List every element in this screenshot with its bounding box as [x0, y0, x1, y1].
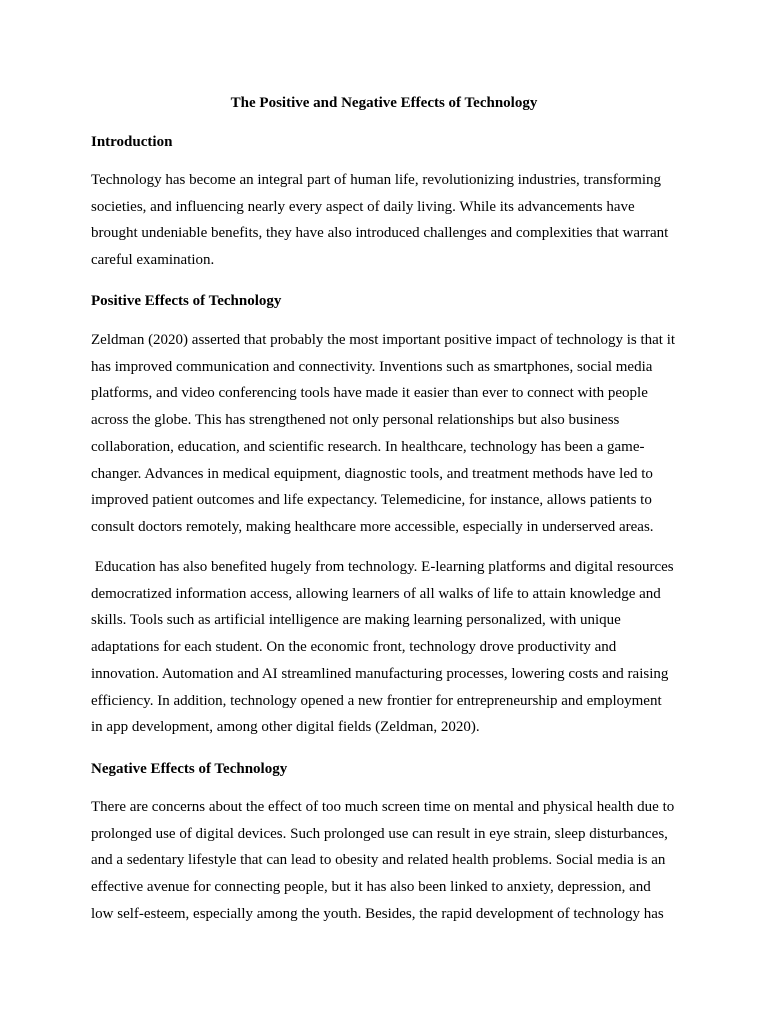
paragraph-line: Technology has become an integral part of human life, revolutionizing industries, transforming	[91, 172, 662, 188]
paragraph-line: has improved communication and connectivity. Inventions such as smartphones, social media	[91, 358, 653, 375]
paragraph-line: societies, and influencing nearly every aspect of daily living. While its advancements have	[91, 198, 635, 215]
paragraph-line: democratized information access, allowing learners of all walks of life to attain knowledge and	[91, 585, 661, 602]
paragraph-line: and a sedentary lifestyle that can lead to obesity and related health problems. Social media is an	[91, 852, 666, 869]
paragraph-line: effective avenue for connecting people, but it has also been linked to anxiety, depression, and	[91, 879, 651, 896]
paragraph-line: platforms, and video conferencing tools have made it easier than ever to connect with people	[91, 385, 648, 402]
paragraph-line: adaptations for each student. On the economic front, technology drove productivity and	[91, 639, 617, 656]
paragraph-line: in app development, among other digital fields (Zeldman, 2020).	[91, 719, 480, 736]
paragraph-line: skills. Tools such as artificial intelligence are making learning personalized, with unique	[91, 612, 621, 629]
section-heading-negative-effects: Negative Effects of Technology	[91, 761, 288, 777]
paragraph-line: Education has also benefited hugely from technology. E-learning platforms and digital resources	[91, 559, 674, 575]
paragraph-line: changer. Advances in medical equipment, diagnostic tools, and treatment methods have led to	[91, 465, 653, 482]
paragraph-positive-effects-2	[91, 554, 683, 741]
paragraph-line: innovation. Automation and AI streamlined manufacturing processes, lowering costs and raising	[91, 665, 669, 682]
paragraph-line: careful examination.	[91, 252, 215, 269]
paragraph-line: across the globe. This has strengthened not only personal relationships but also business	[91, 412, 620, 429]
document-title: The Positive and Negative Effects of Technology	[230, 95, 538, 111]
paragraph-positive-effects-1	[91, 327, 683, 541]
paragraph-negative-effects	[91, 794, 683, 928]
paragraph-line: consult doctors remotely, making healthcare more accessible, especially in underserved areas.	[91, 518, 654, 535]
paragraph-line: There are concerns about the effect of too much screen time on mental and physical health due to	[91, 799, 675, 815]
paragraph-line: low self-esteem, especially among the youth. Besides, the rapid development of technology has	[91, 905, 664, 922]
paragraph-line: efficiency. In addition, technology opened a new frontier for entrepreneurship and employment	[91, 692, 662, 709]
section-heading-positive-effects: Positive Effects of Technology	[91, 293, 282, 309]
section-heading-introduction: Introduction	[91, 134, 173, 150]
paragraph-line: prolonged use of digital devices. Such prolonged use can result in eye strain, sleep disturbances,	[91, 825, 668, 842]
paragraph-line: improved patient outcomes and life expectancy. Telemedicine, for instance, allows patients to	[91, 492, 652, 509]
paragraph-introduction	[91, 167, 683, 274]
paragraph-line: brought undeniable benefits, they have also introduced challenges and complexities that warrant	[91, 225, 669, 242]
paragraph-line: collaboration, education, and scientific research. In healthcare, technology has been a game-	[91, 438, 645, 455]
paragraph-line: Zeldman (2020) asserted that probably the most important positive impact of technology is that it	[91, 332, 676, 348]
